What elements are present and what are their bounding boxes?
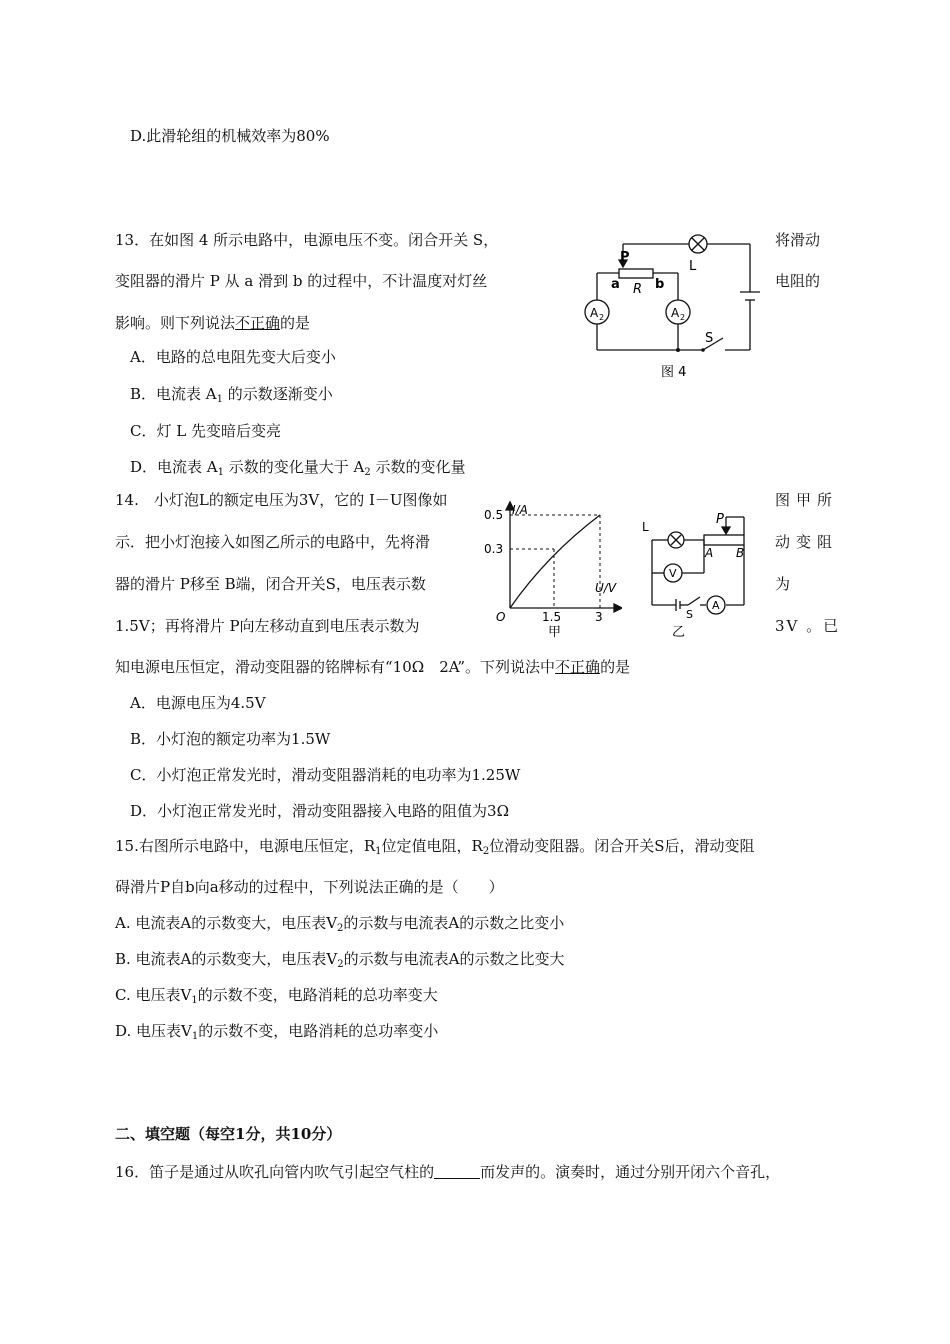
x-tick-15: 1.5 [542, 610, 562, 624]
iu-curve [510, 515, 600, 608]
q15-line2: 碍滑片P自b向a移动的过程中，下列说法正确的是（ ） [115, 878, 504, 896]
svg-text:2: 2 [599, 313, 605, 322]
q14-line3-right: 为 [775, 575, 791, 593]
q14-option-a: A．电源电压为4.5V [130, 694, 266, 712]
q14-line3: 器的滑片 P移至 B端，闭合开关S，电压表示数 [115, 575, 426, 593]
label-l: L [689, 259, 697, 274]
q15-option-b: B. 电流表A的示数变大，电压表$V_2$的示数与电流表A的示数之比变大 [115, 950, 565, 970]
q14-line1-right: 图甲所 [775, 491, 839, 509]
figure4-circuit [575, 230, 765, 385]
q13-option-b: B．电流表 $A_1$ 的示数逐渐变小 [130, 385, 333, 405]
q13-option-a: A．电路的总电阻先变大后变小 [130, 348, 336, 366]
q15-option-c: C. 电压表$V_1$的示数不变，电路消耗的总功率变大 [115, 986, 438, 1006]
x-tick-3: 3 [595, 610, 603, 624]
q13-line1: 13．在如图 4 所示电路中，电源电压不变。闭合开关 S， [115, 231, 499, 249]
origin-label: O [496, 610, 506, 624]
label-s: S [686, 608, 693, 621]
emphasis-not-correct: 不正确 [235, 314, 281, 332]
voltmeter-label: V [669, 567, 677, 580]
q14-option-c: C．小灯泡正常发光时，滑动变阻器消耗的电功率为1.25W [130, 766, 521, 784]
q14-option-d: D．小灯泡正常发光时，滑动变阻器接入电路的阻值为3Ω [130, 802, 510, 820]
label-a: A [705, 546, 714, 560]
q14-line4: 1.5V；再将滑片 P向左移动直到电压表示数为 [115, 617, 420, 635]
q14-line2: 示．把小灯泡接入如图乙所示的电路中，先将滑 [115, 533, 431, 551]
label-a: a [611, 277, 620, 292]
iu-graph [482, 500, 622, 640]
q13-option-c: C．灯 L 先变暗后变亮 [130, 422, 281, 440]
section-title: 二、填空题（每空1分，共10分） [115, 1125, 342, 1143]
q14-line2-right: 动变阻 [775, 533, 839, 551]
label-b: B [736, 546, 745, 560]
meter-right-label: A [671, 306, 680, 320]
q13-line2-right: 电阻的 [775, 272, 821, 290]
label-p: P [620, 250, 630, 265]
lamp-icon [668, 532, 684, 548]
y-tick-03: 0.3 [484, 542, 504, 556]
q13-option-d: D．电流表 $A_1$ 示数的变化量大于 $A_2$ 示数的变化量 [130, 458, 466, 478]
q15-option-a: A. 电流表A的示数变大，电压表$V_2$的示数与电流表A的示数之比变小 [115, 914, 565, 934]
q14-line1: 14. 小灯泡L的额定电压为3V，它的 I－U图像如 [115, 491, 448, 509]
q14-line5: 知电源电压恒定，滑动变阻器的铭牌标有“10Ω 2A”。下列说法中不正确的是 [115, 658, 631, 676]
label-p: P [716, 512, 724, 527]
q13-line3: 影响。则下列说法不正确的是 [115, 314, 311, 332]
prev-option-d: D.此滑轮组的机械效率为80% [130, 127, 330, 145]
ammeter-label: A [712, 599, 720, 612]
q14-circuit [640, 505, 760, 640]
q14-option-b: B．小灯泡的额定功率为1.5W [130, 730, 331, 748]
figure-caption: 图 4 [661, 365, 687, 380]
graph-caption: 甲 [548, 625, 562, 640]
y-tick-05: 0.5 [484, 508, 504, 522]
q13-line2: 变阻器的滑片 P 从 a 滑到 b 的过程中，不计温度对灯丝 [115, 272, 488, 290]
lamp-icon [689, 235, 707, 253]
q14-line4-right: 3V 。已 [775, 617, 841, 635]
label-b: b [655, 277, 665, 292]
meter-left-label: A [590, 306, 599, 320]
fill-blank[interactable] [434, 1164, 480, 1179]
label-l: L [642, 520, 649, 534]
q16-line1: 16．笛子是通过从吹孔向管内吹气引起空气柱的 而发声的。演奏时，通过分别开闭六个音孔， [115, 1163, 781, 1181]
q15-line1: 15.右图所示电路中，电源电压恒定，$R_1$位定值电阻，$R_2$位滑动变阻器。闭合开关S后，滑动变阻 [115, 837, 755, 857]
q13-line1-right: 将滑动 [775, 231, 821, 249]
x-axis-label: U/V [595, 581, 617, 595]
q15-option-d: D. 电压表$V_1$的示数不变，电路消耗的总功率变小 [115, 1022, 439, 1042]
svg-text:2: 2 [680, 313, 686, 322]
label-r: R [633, 282, 643, 297]
circuit-caption: 乙 [672, 625, 686, 640]
label-s: S [705, 331, 714, 346]
y-axis-label: I/A [512, 503, 528, 517]
